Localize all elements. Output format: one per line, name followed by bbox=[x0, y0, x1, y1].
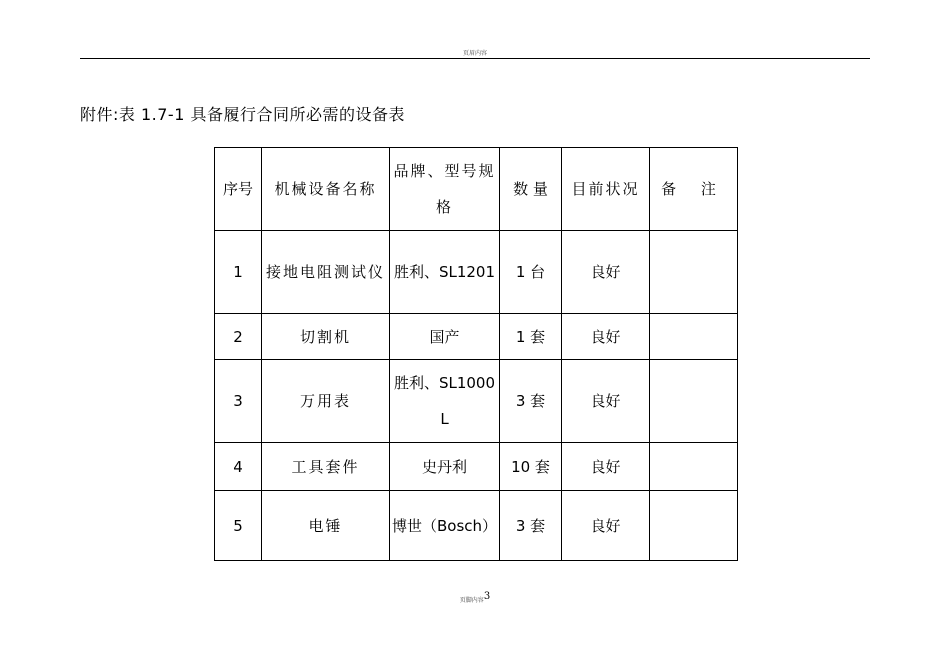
cell-remarks bbox=[650, 360, 738, 443]
cell-remarks bbox=[650, 314, 738, 360]
cell-status: 良好 bbox=[562, 360, 650, 443]
cell-status: 良好 bbox=[562, 491, 650, 561]
footer-text: 页脚内容 bbox=[459, 597, 484, 604]
document-title: 附件:表 1.7-1 具备履行合同所必需的设备表 bbox=[80, 105, 405, 124]
table-row bbox=[215, 231, 738, 314]
cell-remarks bbox=[650, 231, 738, 314]
cell-remarks bbox=[650, 443, 738, 491]
cell-quantity: 3 套 bbox=[500, 360, 562, 443]
cell-equipment-name: 切割机 bbox=[262, 314, 390, 360]
cell-quantity: 1 台 bbox=[500, 231, 562, 314]
cell-brand-model: 史丹利 bbox=[390, 443, 500, 491]
header-remarks: 备 注 bbox=[650, 148, 738, 231]
cell-serial-no: 2 bbox=[215, 314, 262, 360]
header-quantity: 数 量 bbox=[500, 148, 562, 231]
page-footer bbox=[0, 592, 950, 606]
header-equipment-name: 机械设备名称 bbox=[262, 148, 390, 231]
header-status: 目前状况 bbox=[562, 148, 650, 231]
cell-equipment-name: 工具套件 bbox=[262, 443, 390, 491]
table-row bbox=[215, 443, 738, 491]
cell-serial-no: 4 bbox=[215, 443, 262, 491]
header-rule bbox=[80, 58, 870, 59]
cell-remarks bbox=[650, 491, 738, 561]
table-row bbox=[215, 360, 738, 443]
cell-status: 良好 bbox=[562, 443, 650, 491]
table-header-row bbox=[215, 148, 738, 231]
cell-equipment-name: 电锤 bbox=[262, 491, 390, 561]
cell-brand-model: 胜利、SL1000L bbox=[390, 360, 500, 443]
page-header: 页眉内容 bbox=[462, 50, 487, 57]
table-row bbox=[215, 314, 738, 360]
header-brand-model: 品牌、型号规格 bbox=[390, 148, 500, 231]
cell-brand-model: 博世（Bosch） bbox=[390, 491, 500, 561]
page-number: 3 bbox=[483, 591, 491, 602]
cell-equipment-name: 万用表 bbox=[262, 360, 390, 443]
cell-quantity: 10 套 bbox=[500, 443, 562, 491]
cell-quantity: 1 套 bbox=[500, 314, 562, 360]
cell-brand-model: 胜利、SL1201 bbox=[390, 231, 500, 314]
cell-status: 良好 bbox=[562, 314, 650, 360]
table-row bbox=[215, 491, 738, 561]
cell-serial-no: 3 bbox=[215, 360, 262, 443]
cell-serial-no: 5 bbox=[215, 491, 262, 561]
cell-brand-model: 国产 bbox=[390, 314, 500, 360]
header-serial-no: 序号 bbox=[215, 148, 262, 231]
cell-serial-no: 1 bbox=[215, 231, 262, 314]
cell-equipment-name: 接地电阻测试仪 bbox=[262, 231, 390, 314]
cell-status: 良好 bbox=[562, 231, 650, 314]
equipment-table bbox=[214, 147, 738, 561]
cell-quantity: 3 套 bbox=[500, 491, 562, 561]
